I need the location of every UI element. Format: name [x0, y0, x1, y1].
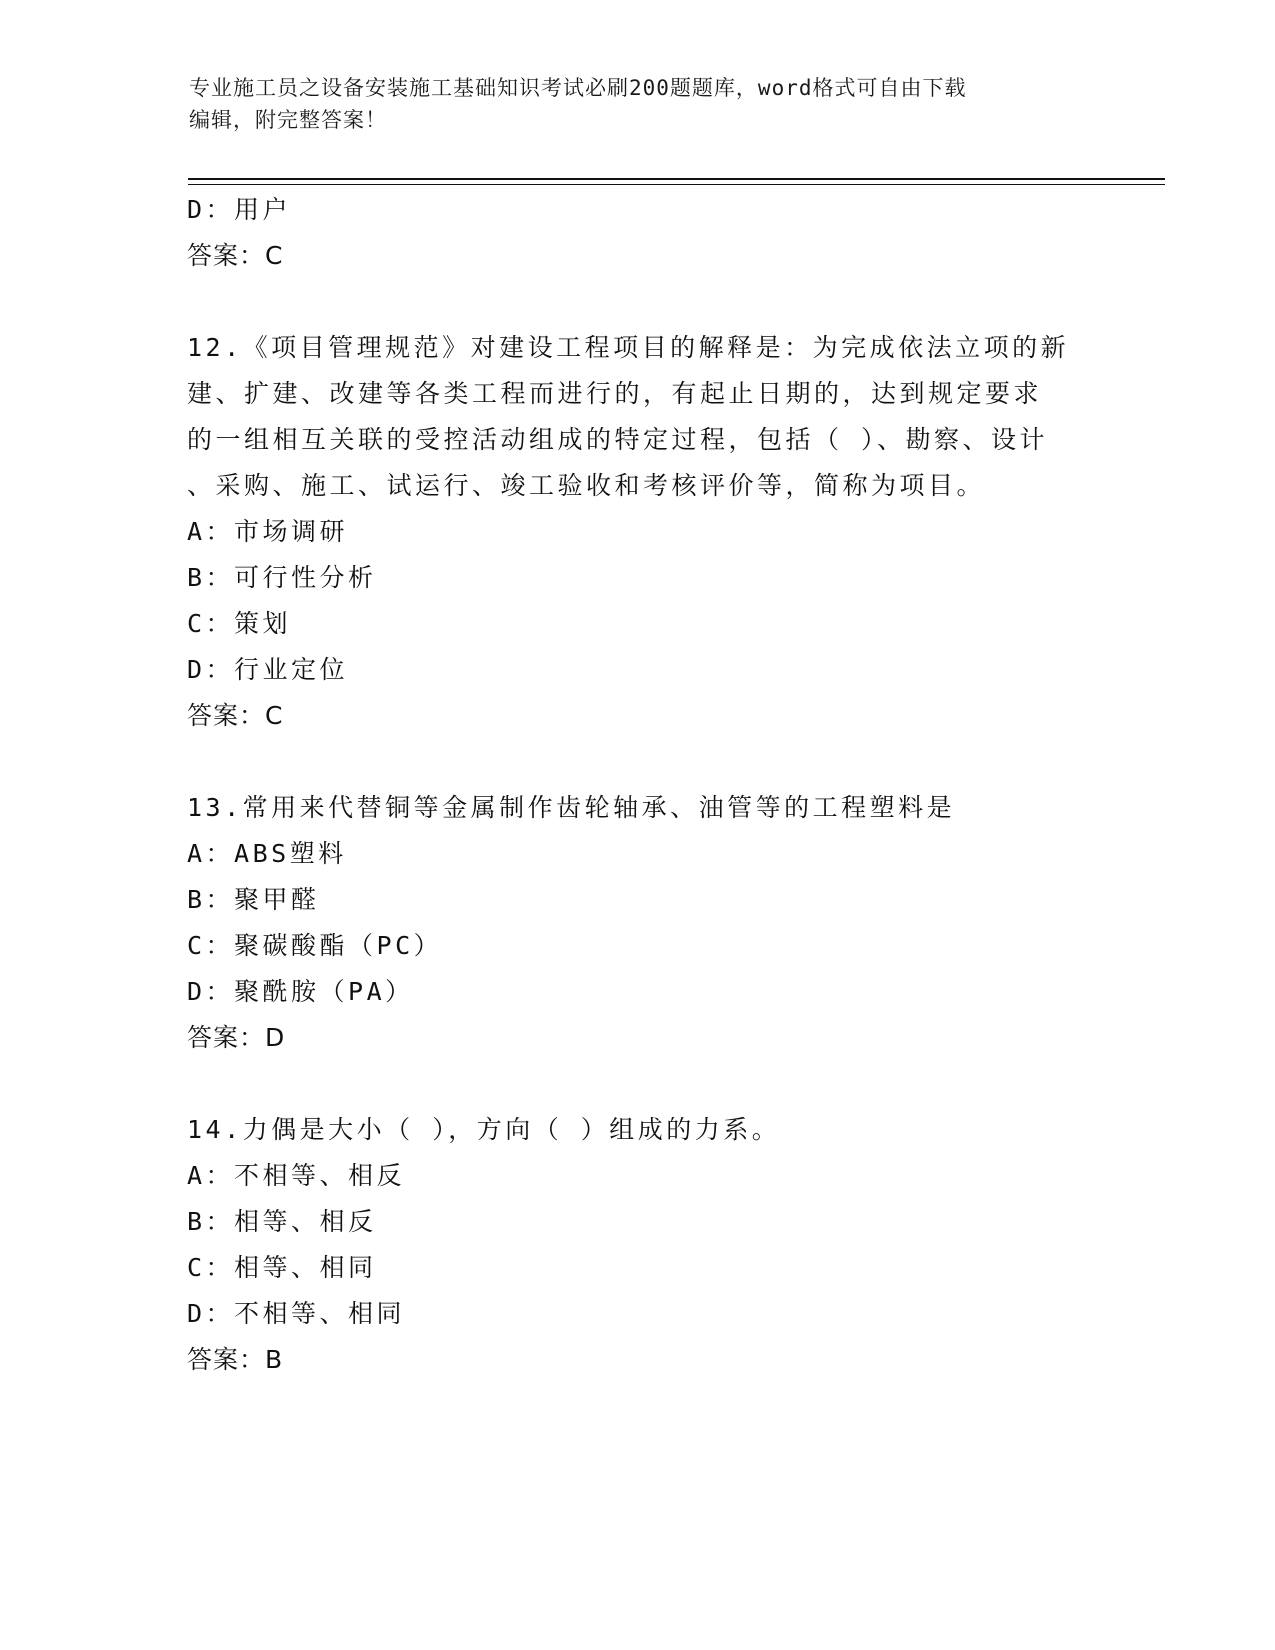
question-12-stem-line: 12.《项目管理规范》对建设工程项目的解释是：为完成依法立项的新 — [187, 333, 1070, 362]
question-12-option-c: C：策划 — [187, 609, 292, 638]
spacer — [187, 739, 1087, 785]
question-12-stem-line: 建、扩建、改建等各类工程而进行的，有起止日期的，达到规定要求 — [187, 379, 1043, 408]
question-12-option-d: D：行业定位 — [187, 655, 349, 684]
previous-option-d: D：用户 — [187, 195, 292, 224]
question-13-answer: 答案：D — [187, 1023, 286, 1052]
question-12-option-a: A：市场调研 — [187, 517, 349, 546]
question-12-answer: 答案：C — [187, 701, 284, 730]
question-content — [187, 187, 1087, 1383]
header-rule-thin — [188, 184, 1165, 185]
question-14-answer: 答案：B — [187, 1345, 284, 1374]
question-13-stem-line: 13.常用来代替铜等金属制作齿轮轴承、油管等的工程塑料是 — [187, 793, 956, 822]
question-14-option-c: C：相等、相同 — [187, 1253, 377, 1282]
question-12-option-b: B：可行性分析 — [187, 563, 377, 592]
question-14-option-b: B：相等、相反 — [187, 1207, 377, 1236]
question-14-stem-line: 14.力偶是大小（ ），方向（ ）组成的力系。 — [187, 1115, 781, 1144]
question-12-stem-line: 、采购、施工、试运行、竣工验收和考核评价等，简称为项目。 — [187, 471, 986, 500]
question-12 — [187, 325, 1087, 739]
document-header — [189, 72, 1089, 136]
question-14 — [187, 1107, 1087, 1383]
question-14-option-a: A：不相等、相反 — [187, 1161, 406, 1190]
spacer — [187, 1061, 1087, 1107]
question-12-stem-line: 的一组相互关联的受控活动组成的特定过程，包括（ ）、勘察、设计 — [187, 425, 1049, 454]
question-13-option-c: C：聚碳酸酯（PC） — [187, 931, 443, 960]
previous-answer: 答案：C — [187, 241, 284, 270]
question-13-option-b: B：聚甲醛 — [187, 885, 320, 914]
question-14-option-d: D：不相等、相同 — [187, 1299, 406, 1328]
question-13-option-d: D：聚酰胺（PA） — [187, 977, 414, 1006]
header-rule-thick — [188, 178, 1165, 180]
header-line-1: 专业施工员之设备安装施工基础知识考试必刷200题题库，word格式可自由下载 — [189, 76, 967, 100]
header-line-2: 编辑，附完整答案！ — [189, 108, 387, 132]
spacer — [187, 279, 1087, 325]
question-13 — [187, 785, 1087, 1061]
question-13-option-a: A：ABS塑料 — [187, 839, 347, 868]
